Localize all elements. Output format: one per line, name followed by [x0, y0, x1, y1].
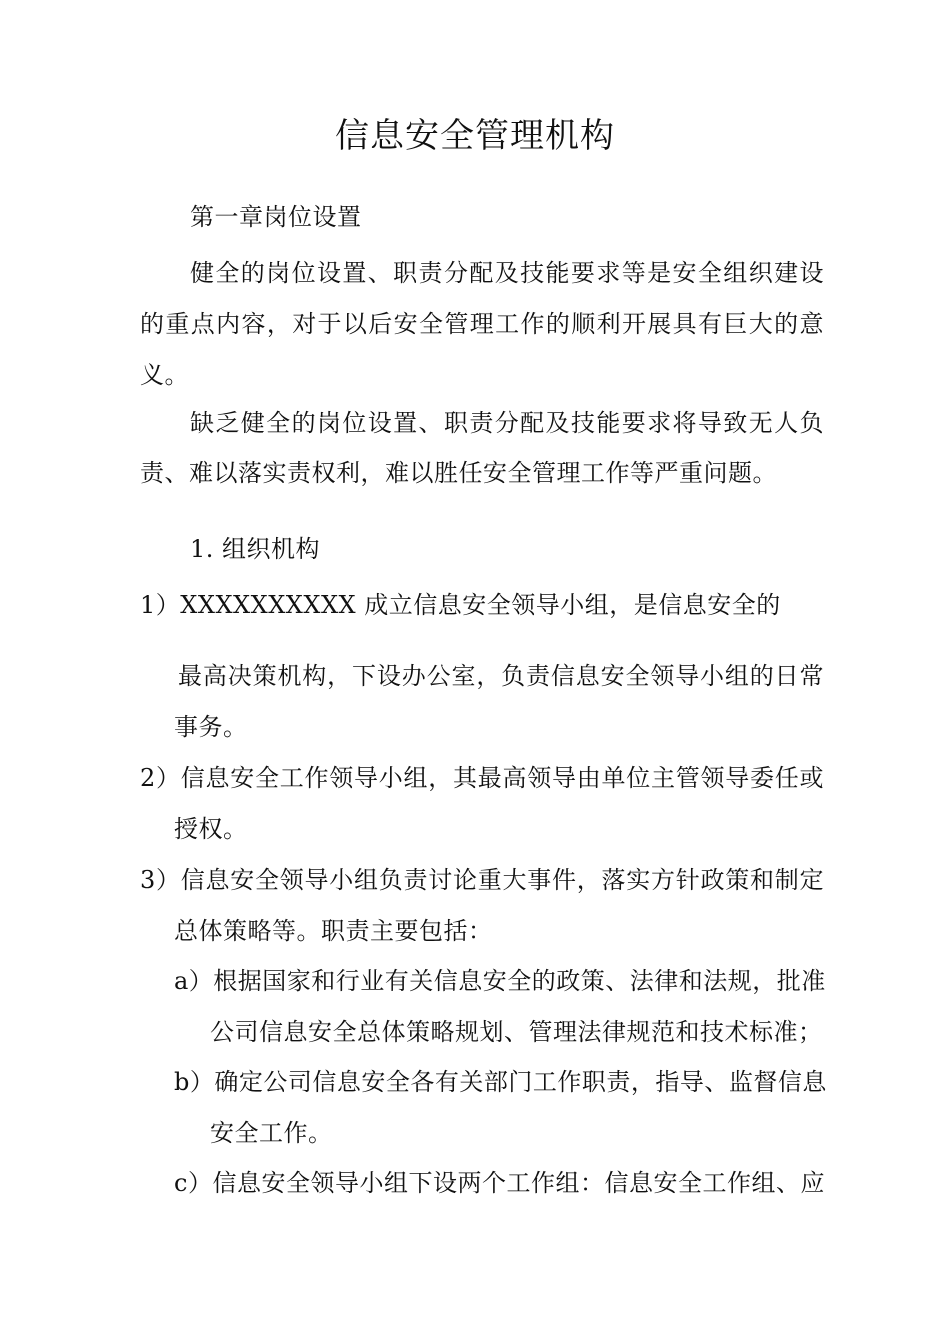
paragraph-2-line-1: 缺乏健全的岗位设置、职责分配及技能要求将导致无人负	[190, 409, 824, 437]
list-item-3-line-2: 总体策略等。职责主要包括：	[174, 917, 493, 945]
sub-item-b-line-1: b）确定公司信息安全各有关部门工作职责，指导、监督信息	[174, 1068, 827, 1096]
paragraph-2-line-2: 责、难以落实责权利，难以胜任安全管理工作等严重问题。	[140, 459, 777, 487]
sub-item-a-line-1: a）根据国家和行业有关信息安全的政策、法律和法规，批准	[174, 967, 826, 995]
list-item-1-line-1: 1）XXXXXXXXXX 成立信息安全领导小组，是信息安全的	[140, 591, 781, 619]
paragraph-1-line-2: 的重点内容，对于以后安全管理工作的顺利开展具有巨大的意	[140, 310, 824, 338]
sub-item-c-line-1: c）信息安全领导小组下设两个工作组：信息安全工作组、应	[174, 1169, 825, 1197]
sub-item-b-line-2: 安全工作。	[210, 1119, 333, 1147]
chapter-heading: 第一章岗位设置	[190, 203, 362, 231]
sub-item-a-line-2: 公司信息安全总体策略规划、管理法律规范和技术标准；	[210, 1018, 823, 1046]
list-item-3-line-1: 3）信息安全领导小组负责讨论重大事件，落实方针政策和制定	[140, 866, 824, 894]
list-item-1-line-2: 最高决策机构，下设办公室，负责信息安全领导小组的日常	[178, 662, 824, 690]
paragraph-1-line-3: 义。	[140, 361, 189, 389]
document-title: 信息安全管理机构	[335, 116, 615, 156]
list-item-2-line-1: 2）信息安全工作领导小组，其最高领导由单位主管领导委任或	[140, 764, 824, 792]
section-heading: 1. 组织机构	[190, 535, 321, 563]
list-item-1-line-3: 事务。	[174, 713, 248, 741]
list-item-2-line-2: 授权。	[174, 815, 248, 843]
paragraph-1-line-1: 健全的岗位设置、职责分配及技能要求等是安全组织建设	[190, 259, 824, 287]
